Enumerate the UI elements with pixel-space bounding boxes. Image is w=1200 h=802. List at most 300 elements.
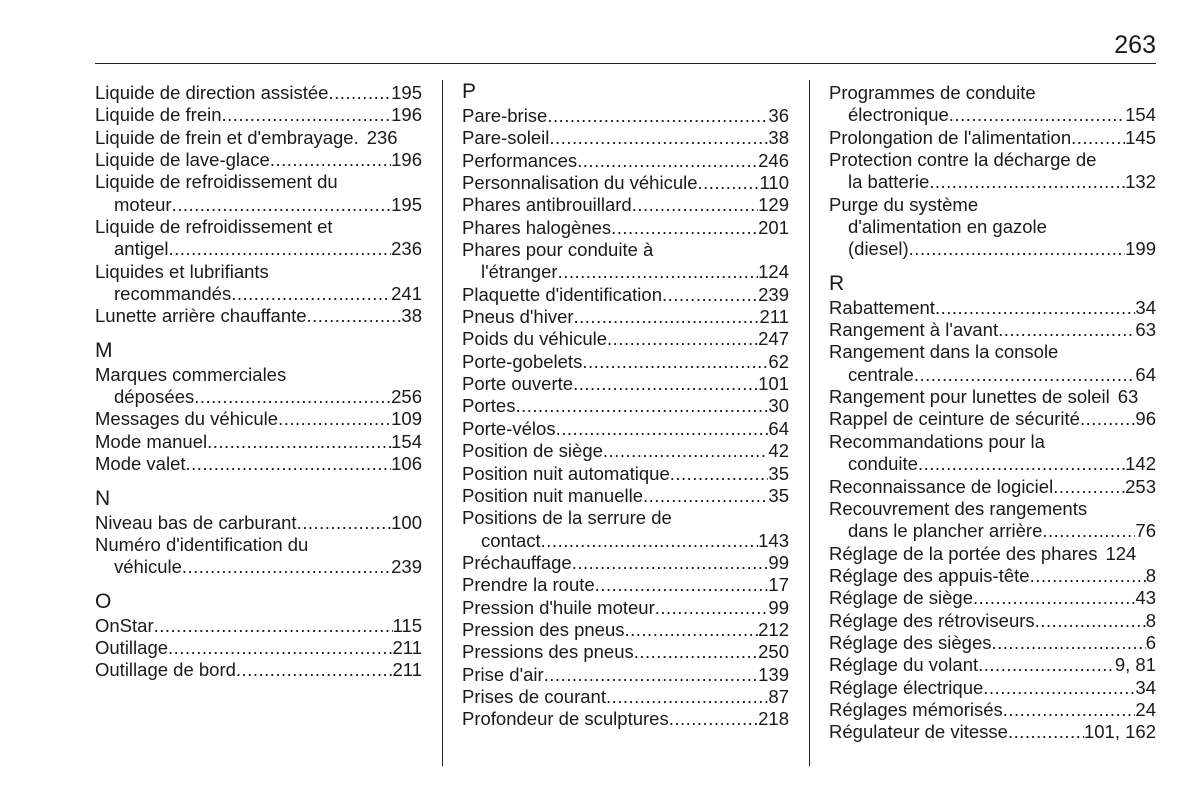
index-entry	[95, 512, 422, 534]
entry-term: Outillage de bord	[95, 659, 236, 681]
index-entry	[95, 408, 422, 430]
entry-term: Phares halogènes	[462, 216, 612, 238]
entry-line	[95, 556, 422, 578]
entry-page-ref: 124	[758, 261, 789, 283]
index-entry	[829, 82, 1156, 127]
entry-line	[462, 105, 789, 127]
entry-line	[829, 632, 1156, 654]
entry-page-ref: 211	[392, 636, 422, 658]
entry-term: Recouvrement des rangements	[829, 497, 1088, 519]
entry-term: Rabattement	[829, 296, 935, 318]
entry-line	[462, 485, 789, 507]
dot-leader	[549, 127, 768, 149]
entry-line	[95, 512, 422, 534]
entry-term: Prise d'air	[462, 663, 544, 685]
index-entry	[95, 127, 422, 149]
entry-line	[95, 453, 422, 475]
index-entry	[829, 319, 1156, 341]
index-entry	[829, 721, 1156, 743]
entry-term: antigel	[114, 238, 169, 260]
index-entry	[462, 463, 789, 485]
entry-page-ref: 64	[1135, 363, 1156, 385]
index-entry	[829, 194, 1156, 261]
dot-leader	[1003, 699, 1136, 721]
entry-line	[829, 543, 1156, 565]
entry-page-ref: 145	[1125, 126, 1156, 148]
entry-term: Porte-vélos	[462, 417, 556, 439]
index-entry	[95, 305, 422, 327]
dot-leader	[574, 306, 760, 328]
entry-term: Réglage des rétroviseurs	[829, 609, 1035, 631]
dot-leader	[154, 615, 393, 637]
entry-term: Liquide de frein et d'embrayage.	[95, 126, 359, 148]
dot-leader	[992, 632, 1146, 654]
dot-leader	[1008, 721, 1084, 743]
entry-line	[95, 408, 422, 430]
index-entry	[95, 82, 422, 104]
entry-page-ref: 211	[392, 659, 422, 681]
entry-line	[462, 552, 789, 574]
entry-line	[95, 659, 422, 681]
section-letter: R	[829, 271, 845, 295]
entry-term: Phares antibrouillard	[462, 194, 632, 216]
entry-term: Protection contre la décharge de	[829, 149, 1097, 171]
entry-line	[95, 127, 422, 149]
index-entry	[95, 104, 422, 126]
entry-line	[829, 610, 1156, 632]
dot-leader	[297, 512, 392, 534]
section-letter: N	[95, 486, 111, 510]
entry-term: Rangement pour lunettes de soleil	[829, 386, 1110, 408]
entry-page-ref: 199	[1125, 238, 1156, 260]
index-entry	[829, 677, 1156, 699]
entry-page-ref: 142	[1125, 453, 1156, 475]
entry-line	[462, 664, 789, 686]
entry-term: Pare-brise	[462, 105, 548, 126]
dot-leader	[572, 552, 769, 574]
index-entry	[95, 171, 422, 216]
entry-term: électronique	[848, 104, 949, 126]
entry-line	[829, 520, 1156, 542]
dot-leader	[998, 319, 1135, 341]
entry-line	[829, 408, 1156, 430]
index-entry	[95, 431, 422, 453]
index-entry	[462, 708, 789, 730]
entry-line	[95, 615, 422, 637]
entry-page-ref: 247	[758, 328, 789, 350]
entry-page-ref: 106	[391, 453, 422, 475]
index-entry	[95, 364, 422, 409]
entry-line	[462, 597, 789, 619]
index-entry	[829, 699, 1156, 721]
index-column-right	[829, 82, 1156, 744]
entry-term: Réglages mémorisés	[829, 698, 1003, 720]
entry-page-ref: 236	[366, 126, 398, 148]
entry-line	[462, 127, 789, 149]
entry-page-ref: 8	[1145, 564, 1156, 586]
entry-term: Prolongation de l'alimentation	[829, 126, 1072, 148]
entry-line	[829, 364, 1156, 386]
dot-leader	[973, 587, 1135, 609]
dot-leader	[978, 654, 1115, 676]
index-entry	[95, 637, 422, 659]
entry-term: Mode manuel	[95, 430, 208, 452]
dot-leader	[606, 686, 768, 708]
entry-page-ref: 99	[768, 596, 789, 618]
entry-term: centrale	[848, 363, 914, 385]
entry-page-ref: 96	[1135, 408, 1156, 430]
entry-term: Réglage du volant	[829, 654, 979, 676]
dot-leader	[909, 238, 1125, 260]
entry-term: Poids du véhicule	[462, 328, 608, 350]
dot-leader	[182, 556, 391, 578]
index-entry	[462, 284, 789, 306]
entry-page-ref: 101, 162	[1083, 721, 1156, 743]
entry-page-ref: 195	[391, 193, 422, 215]
dot-leader	[207, 431, 391, 453]
dot-leader	[307, 305, 402, 327]
entry-line	[462, 284, 789, 306]
page-number: 263	[1114, 31, 1156, 59]
entry-term: (diesel)	[848, 238, 909, 260]
entry-term: l'étranger	[481, 261, 558, 283]
entry-term: Liquide de refroidissement et	[95, 216, 333, 238]
entry-term: Pneus d'hiver	[462, 306, 574, 328]
entry-term: Porte-gobelets	[462, 350, 583, 372]
entry-page-ref: 63	[1117, 386, 1139, 408]
entry-page-ref: 196	[391, 104, 422, 126]
entry-page-ref: 143	[758, 529, 789, 551]
section-letter: P	[462, 80, 477, 103]
entry-line	[95, 194, 422, 216]
entry-term: d'alimentation en gazole	[848, 216, 1047, 238]
entry-line	[95, 305, 422, 327]
dot-leader	[611, 217, 758, 239]
entry-term: Régulateur de vitesse	[829, 721, 1008, 743]
entry-line	[462, 440, 789, 462]
entry-term: Purge du système	[829, 193, 979, 215]
index-entry	[462, 373, 789, 395]
dot-leader	[1042, 520, 1135, 542]
entry-term: moteur	[114, 193, 172, 215]
dot-leader	[935, 297, 1135, 319]
index-entry	[829, 610, 1156, 632]
index-entry	[829, 127, 1156, 149]
index-entry	[462, 574, 789, 596]
entry-line	[462, 172, 789, 194]
dot-leader	[231, 283, 391, 305]
entry-line	[95, 104, 422, 126]
entry-term: Rangement dans la console	[829, 341, 1059, 363]
entry-page-ref: 154	[1125, 104, 1156, 126]
index-entry	[829, 297, 1156, 319]
entry-term: Messages du véhicule	[95, 408, 279, 430]
entry-page-ref: 195	[391, 82, 422, 103]
entry-term: déposées	[114, 386, 195, 408]
entry-term: Liquide de refroidissement du	[95, 171, 338, 193]
dot-leader	[643, 485, 768, 507]
dot-leader	[544, 664, 758, 686]
entry-term: Préchauffage	[462, 551, 572, 573]
index-entry	[462, 641, 789, 663]
entry-line	[462, 194, 789, 216]
index-entry	[95, 659, 422, 681]
entry-page-ref: 246	[758, 149, 789, 171]
entry-page-ref: 196	[391, 149, 422, 171]
entry-term: Prises de courant	[462, 685, 606, 707]
dot-leader	[194, 386, 391, 408]
entry-line	[95, 637, 422, 659]
index-entry	[462, 239, 789, 284]
index-entry	[462, 217, 789, 239]
entry-page-ref: 154	[391, 430, 422, 452]
entry-page-ref: 42	[768, 440, 789, 462]
entry-term: Position nuit automatique	[462, 462, 670, 484]
entry-line	[95, 386, 422, 408]
dot-leader	[1035, 610, 1146, 632]
entry-term: Personnalisation du véhicule	[462, 172, 698, 194]
entry-line	[95, 82, 422, 104]
index-entry	[95, 534, 422, 579]
index-entry	[829, 149, 1156, 194]
dot-leader	[186, 453, 392, 475]
entry-line	[829, 171, 1156, 193]
entry-line	[829, 319, 1156, 341]
entry-term: Numéro d'identification du	[95, 533, 309, 555]
index-entry	[95, 149, 422, 171]
entry-line	[462, 619, 789, 641]
entry-page-ref: 129	[758, 194, 789, 216]
index-entry	[829, 543, 1156, 565]
entry-term: Liquides et lubrifiants	[95, 260, 269, 282]
entry-line	[462, 708, 789, 730]
entry-term: recommandés	[114, 283, 232, 305]
entry-page-ref: 239	[758, 283, 789, 305]
entry-line	[462, 217, 789, 239]
dot-leader	[577, 150, 758, 172]
entry-term: Position nuit manuelle	[462, 484, 643, 506]
dot-leader	[515, 395, 768, 417]
dot-leader	[670, 463, 769, 485]
entry-page-ref: 241	[391, 283, 422, 305]
index-entry	[829, 587, 1156, 609]
entry-line	[95, 283, 422, 305]
dot-leader	[669, 708, 758, 730]
entry-term: Recommandations pour la	[829, 430, 1045, 452]
index-entry	[462, 328, 789, 350]
index-entry	[462, 552, 789, 574]
entry-term: Programmes de conduite	[829, 82, 1036, 103]
index-entry	[95, 216, 422, 261]
section-letter: M	[95, 338, 113, 362]
dot-leader	[168, 637, 392, 659]
entry-term: Positions de la serrure de	[462, 507, 672, 529]
dot-leader	[595, 574, 769, 596]
dot-leader	[655, 597, 769, 619]
entry-line	[829, 453, 1156, 475]
entry-page-ref: 38	[768, 127, 789, 149]
entry-term: Rappel de ceinture de sécurité	[829, 408, 1080, 430]
entry-page-ref: 211	[759, 306, 789, 328]
entry-line	[462, 150, 789, 172]
entry-term: Porte ouverte	[462, 373, 574, 395]
entry-page-ref: 218	[758, 708, 789, 730]
dot-leader	[270, 149, 391, 171]
entry-term: Rangement à l'avant	[829, 319, 999, 341]
dot-leader	[625, 619, 759, 641]
index-column-middle	[462, 82, 789, 731]
entry-line	[462, 686, 789, 708]
index-entry	[829, 565, 1156, 587]
entry-line	[462, 574, 789, 596]
entry-term: Position de siège	[462, 440, 603, 462]
entry-line	[829, 721, 1156, 743]
entry-line	[462, 641, 789, 663]
entry-line	[462, 306, 789, 328]
entry-page-ref: 9, 81	[1114, 654, 1156, 676]
entry-term: Pression d'huile moteur	[462, 596, 655, 618]
entry-term: contact	[481, 529, 541, 551]
column-divider-1	[442, 80, 443, 766]
dot-leader	[172, 194, 392, 216]
index-entry	[462, 172, 789, 194]
entry-page-ref: 110	[759, 172, 789, 194]
entry-line	[829, 677, 1156, 699]
index-entry	[462, 664, 789, 686]
entry-term: Portes	[462, 395, 516, 417]
entry-page-ref: 36	[768, 105, 789, 126]
entry-page-ref: 24	[1135, 698, 1156, 720]
entry-page-ref: 201	[758, 216, 789, 238]
entry-line	[95, 238, 422, 260]
entry-line	[462, 261, 789, 283]
entry-page-ref: 64	[768, 417, 789, 439]
dot-leader	[632, 194, 758, 216]
dot-leader	[582, 351, 768, 373]
entry-page-ref: 109	[391, 408, 422, 430]
entry-line	[462, 463, 789, 485]
entry-page-ref: 256	[391, 386, 422, 408]
entry-term: Lunette arrière chauffante	[95, 305, 307, 327]
entry-page-ref: 63	[1135, 319, 1156, 341]
index-entry	[462, 395, 789, 417]
entry-page-ref: 87	[768, 685, 789, 707]
dot-leader	[698, 172, 760, 194]
entry-line	[829, 654, 1156, 676]
entry-page-ref: 30	[768, 395, 789, 417]
index-entry	[462, 306, 789, 328]
dot-leader	[914, 364, 1136, 386]
dot-leader	[328, 82, 391, 104]
entry-page-ref: 239	[391, 556, 422, 578]
entry-term: Réglage des appuis-tête	[829, 564, 1030, 586]
entry-line	[95, 149, 422, 171]
dot-leader	[222, 104, 392, 126]
index-entry	[462, 418, 789, 440]
entry-line	[829, 297, 1156, 319]
entry-page-ref: 76	[1135, 520, 1156, 542]
entry-page-ref: 6	[1145, 631, 1156, 653]
index-entry	[462, 351, 789, 373]
index-entry	[95, 453, 422, 475]
entry-line	[462, 328, 789, 350]
index-column-left	[95, 82, 422, 682]
entry-page-ref: 212	[758, 618, 789, 640]
dot-leader	[547, 105, 768, 127]
entry-line	[462, 351, 789, 373]
entry-page-ref: 253	[1125, 475, 1156, 497]
index-entry	[829, 654, 1156, 676]
dot-leader	[236, 659, 393, 681]
entry-line	[95, 431, 422, 453]
index-entry	[829, 408, 1156, 430]
entry-line	[829, 476, 1156, 498]
entry-term: Réglage électrique	[829, 676, 984, 698]
entry-term: Liquide de frein	[95, 104, 222, 126]
entry-page-ref: 34	[1135, 296, 1156, 318]
dot-leader	[278, 408, 391, 430]
entry-term: OnStar	[95, 614, 154, 636]
entry-page-ref: 35	[768, 462, 789, 484]
index-entry	[95, 615, 422, 637]
index-entry	[462, 105, 789, 127]
entry-line	[829, 699, 1156, 721]
index-entry	[829, 632, 1156, 654]
section-letter: O	[95, 589, 112, 613]
index-entry	[829, 341, 1156, 386]
entry-term: Mode valet	[95, 453, 186, 475]
index-entry	[462, 150, 789, 172]
entry-line	[829, 238, 1156, 260]
entry-page-ref: 101	[758, 373, 789, 395]
entry-term: Liquide de lave-glace	[95, 149, 270, 171]
entry-line	[829, 386, 1156, 408]
entry-page-ref: 8	[1145, 609, 1156, 631]
index-entry	[462, 597, 789, 619]
entry-page-ref: 250	[758, 641, 789, 663]
dot-leader	[541, 530, 758, 552]
entry-page-ref: 100	[391, 511, 422, 533]
index-entry	[829, 431, 1156, 476]
entry-term: Plaquette d'identification	[462, 283, 662, 305]
entry-term: Phares pour conduite à	[462, 239, 654, 261]
entry-page-ref: 236	[391, 238, 422, 260]
entry-term: Prendre la route	[462, 574, 595, 596]
index-entry	[829, 476, 1156, 498]
dot-leader	[1071, 127, 1125, 149]
dot-leader	[558, 261, 759, 283]
entry-term: Marques commerciales	[95, 363, 287, 385]
header-rule	[95, 63, 1156, 64]
entry-term: Reconnaissance de logiciel	[829, 475, 1054, 497]
entry-term: la batterie	[848, 171, 930, 193]
entry-term: Réglage de siège	[829, 587, 973, 609]
entry-line	[829, 104, 1156, 126]
index-entry	[462, 485, 789, 507]
dot-leader	[1030, 565, 1146, 587]
entry-line	[462, 373, 789, 395]
entry-line	[829, 127, 1156, 149]
dot-leader	[603, 440, 769, 462]
entry-page-ref: 139	[758, 663, 789, 685]
entry-term: véhicule	[114, 556, 182, 578]
entry-line	[462, 395, 789, 417]
entry-page-ref: 99	[768, 551, 789, 573]
index-entry	[462, 194, 789, 216]
entry-term: Réglage des sièges	[829, 631, 992, 653]
index-entry	[462, 686, 789, 708]
entry-term: conduite	[848, 453, 918, 475]
